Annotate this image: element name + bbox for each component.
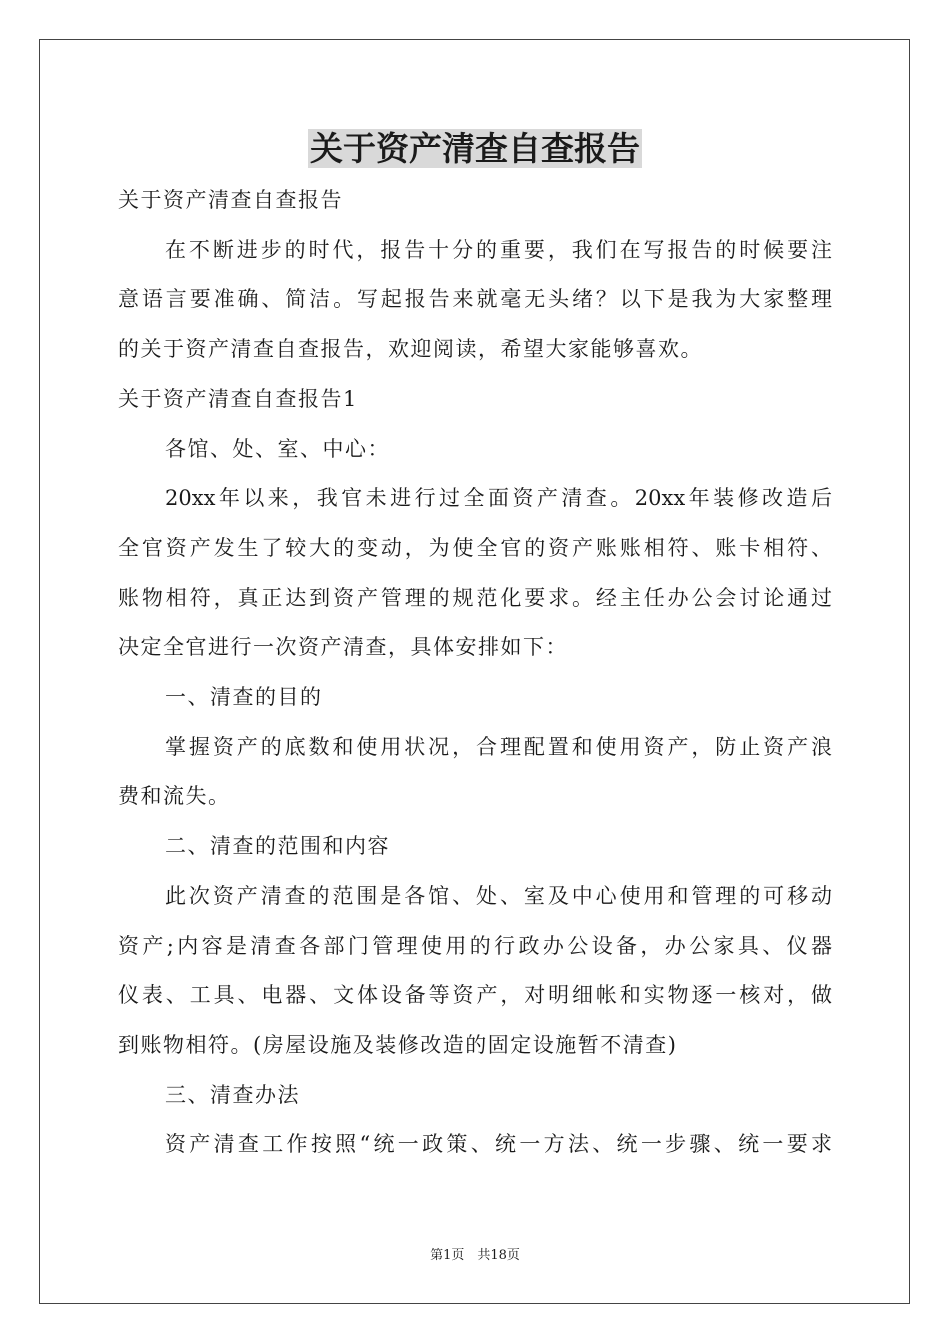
body-line: 资产;内容是清查各部门管理使用的行政办公设备，办公家具、仪器: [118, 933, 832, 958]
body-line: 在不断进步的时代，报告十分的重要，我们在写报告的时候要注: [165, 237, 832, 262]
body-line: 账物相符，真正达到资产管理的规范化要求。经主任办公会讨论通过: [118, 585, 832, 610]
body-line: 关于资产清查自查报告: [118, 188, 343, 212]
body-line: 的关于资产清查自查报告，欢迎阅读，希望大家能够喜欢。: [118, 337, 703, 362]
body-line: 费和流失。: [118, 784, 231, 809]
body-line: 掌握资产的底数和使用状况，合理配置和使用资产，防止资产浪: [165, 734, 832, 759]
body-line: 仪表、工具、电器、文体设备等资产，对明细帐和实物逐一核对，做: [118, 983, 832, 1008]
body-line: 二、清查的范围和内容: [165, 834, 390, 859]
document-title-text: 关于资产清查自查报告: [310, 129, 640, 168]
body-line: 三、清查办法: [165, 1082, 300, 1107]
body-line: 此次资产清查的范围是各馆、处、室及中心使用和管理的可移动: [165, 883, 832, 908]
document-title: [0, 126, 950, 172]
body-line: 到账物相符。(房屋设施及装修改造的固定设施暂不清查): [118, 1032, 678, 1057]
body-line: 意语言要准确、简洁。写起报告来就毫无头绪？以下是我为大家整理: [118, 287, 832, 312]
document-body: [118, 176, 832, 1170]
body-line: 一、清查的目的: [165, 685, 323, 710]
body-line: 全官资产发生了较大的变动，为使全官的资产账账相符、账卡相符、: [118, 535, 832, 560]
page-footer: 第1页 共18页: [430, 1248, 520, 1263]
body-line: 20xx年以来，我官未进行过全面资产清查。20xx年装修改造后: [165, 486, 832, 511]
body-line: 关于资产清查自查报告1: [118, 386, 358, 411]
body-line: 决定全官进行一次资产清查，具体安排如下：: [118, 635, 568, 660]
body-line: 各馆、处、室、中心：: [165, 436, 390, 461]
body-line: 资产清查工作按照“统一政策、统一方法、统一步骤、统一要求: [165, 1132, 832, 1157]
